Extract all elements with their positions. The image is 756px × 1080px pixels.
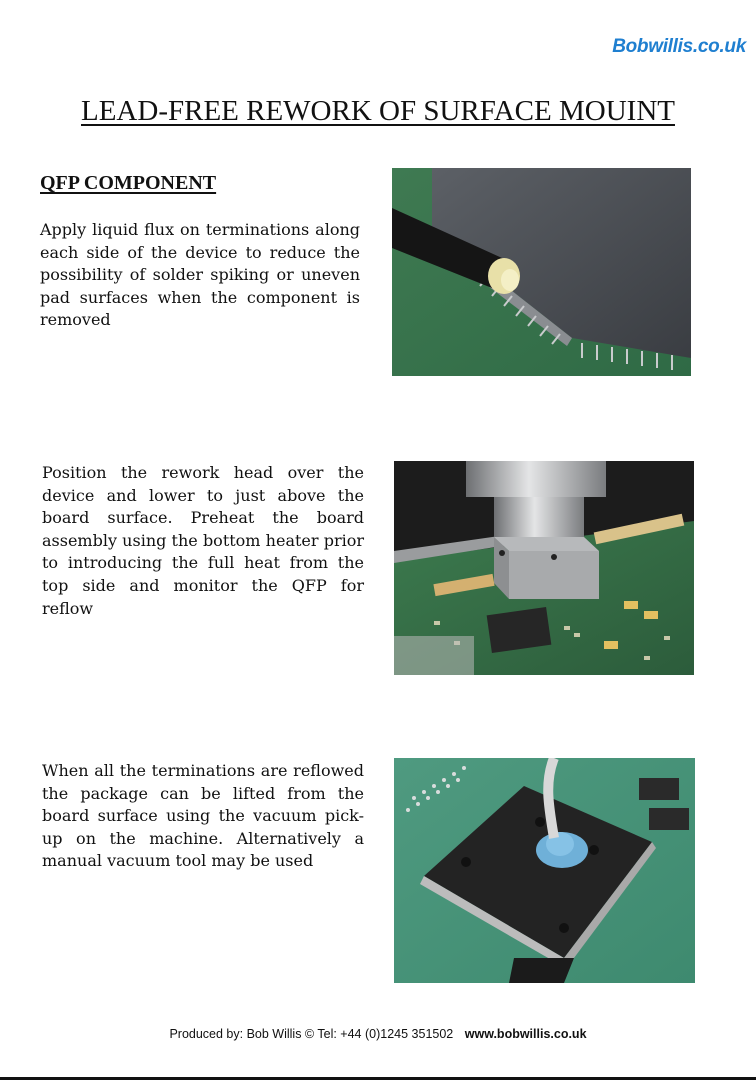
footer-credit: Produced by: Bob Willis © Tel: +44 (0)1245 351502	[169, 1027, 454, 1041]
vacuum-pickup-photo	[394, 758, 695, 983]
page-title: LEAD-FREE REWORK OF SURFACE MOUINT	[81, 95, 675, 127]
step-3-text: When all the terminations are reflowed the package can be lifted from the board surface using the vacuum pick-up on the machine. Alternatively a manual vacuum tool may be used	[42, 761, 364, 871]
rework-head-photo	[394, 461, 694, 675]
footer	[0, 1027, 756, 1041]
brand-logo: Bobwillis.co.uk	[612, 36, 746, 57]
step-1-text: Apply liquid flux on terminations along each side of the device to reduce the possibility of solder spiking or uneven pad surfaces when the component is removed	[40, 220, 360, 330]
step-2-text: Position the rework head over the device and lower to just above the board surface. Preheat the board assembly using the bottom heater prior to introducing the full heat from the top side and monitor the QFP for reflow	[42, 463, 364, 618]
section-heading: QFP COMPONENT	[40, 172, 217, 194]
footer-website: www.bobwillis.co.uk	[464, 1027, 587, 1041]
flux-application-photo	[392, 168, 691, 376]
